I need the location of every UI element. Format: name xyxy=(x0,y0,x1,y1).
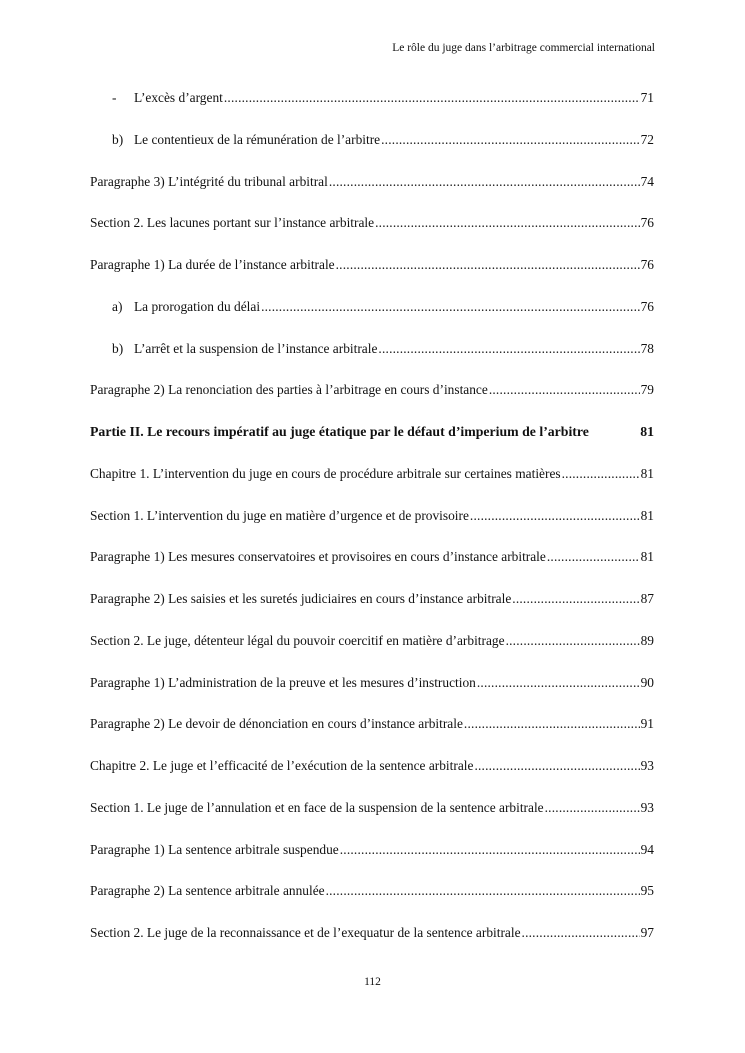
toc-entry-title: Paragraphe 1) La sentence arbitrale suspendue xyxy=(90,841,339,857)
toc-entry[interactable] xyxy=(90,462,654,504)
toc-entry-page: 93 xyxy=(640,799,654,815)
toc-entry[interactable] xyxy=(90,754,654,796)
toc-entry-page: 94 xyxy=(640,841,654,857)
toc-entry-page: 97 xyxy=(640,925,654,940)
toc-entry-title: Paragraphe 2) La renonciation des parties à l’arbitrage en cours d’instance xyxy=(90,382,488,398)
toc-entry[interactable] xyxy=(90,879,654,921)
toc-entry-page: 93 xyxy=(640,758,654,773)
toc-entry-title: Section 1. L’intervention du juge en matière d’urgence et de provisoire xyxy=(90,507,469,523)
toc-entry-page: 81 xyxy=(640,424,654,439)
dot-leader xyxy=(340,838,640,862)
dot-leader xyxy=(326,879,640,903)
dot-leader xyxy=(470,504,640,528)
toc-entry[interactable] xyxy=(90,378,654,420)
dot-leader xyxy=(261,295,640,319)
toc-entry-title: Paragraphe 1) Les mesures conservatoires et provisoires en cours d’instance arbitrale xyxy=(90,549,546,565)
table-of-contents xyxy=(90,86,654,963)
toc-entry[interactable] xyxy=(90,671,654,713)
dot-leader xyxy=(336,253,640,277)
toc-entry-page: 81 xyxy=(640,465,654,481)
toc-entry[interactable] xyxy=(90,170,654,212)
dot-leader xyxy=(378,337,639,361)
toc-entry[interactable] xyxy=(90,796,654,838)
toc-entry[interactable] xyxy=(90,629,654,671)
toc-entry-page: 71 xyxy=(640,90,654,105)
toc-entry-title: Chapitre 2. Le juge et l’efficacité de l’exécution de la sentence arbitrale xyxy=(90,758,474,773)
toc-entry-part[interactable] xyxy=(90,420,654,462)
toc-entry[interactable] xyxy=(90,504,654,546)
dot-leader xyxy=(375,211,640,235)
toc-entry-page: 81 xyxy=(640,549,654,565)
toc-entry[interactable] xyxy=(90,921,654,963)
dot-leader xyxy=(464,712,640,736)
dot-leader xyxy=(224,86,640,110)
toc-entry-marker: - xyxy=(112,90,117,105)
toc-entry-page: 91 xyxy=(640,716,654,732)
toc-entry-page: 95 xyxy=(640,883,654,899)
toc-entry[interactable] xyxy=(90,86,654,128)
dot-leader xyxy=(381,128,639,152)
toc-entry-page: 79 xyxy=(640,382,654,398)
dot-leader xyxy=(522,921,640,945)
toc-entry-marker: b) xyxy=(112,340,124,356)
toc-entry-title: La prorogation du délai xyxy=(134,298,261,314)
toc-entry[interactable] xyxy=(90,545,654,587)
toc-entry[interactable] xyxy=(90,211,654,253)
toc-entry-title: Section 1. Le juge de l’annulation et en face de la suspension de la sentence arbitrale xyxy=(90,799,544,815)
toc-entry-title: Paragraphe 2) Les saisies et les suretés judiciaires en cours d’instance arbitrale xyxy=(90,591,512,606)
toc-entry-title: Section 2. Le juge de la reconnaissance et de l’exequatur de la sentence arbitrale xyxy=(90,925,521,940)
toc-entry-title: Section 2. Les lacunes portant sur l’instance arbitrale xyxy=(90,215,375,231)
running-header: Le rôle du juge dans l’arbitrage commercial international xyxy=(392,42,655,54)
toc-entry[interactable] xyxy=(90,712,654,754)
toc-entry[interactable] xyxy=(90,587,654,629)
dot-leader xyxy=(329,170,640,194)
toc-entry[interactable] xyxy=(90,337,654,379)
toc-entry[interactable] xyxy=(90,128,654,170)
toc-entry-page: 76 xyxy=(640,298,654,314)
toc-entry[interactable] xyxy=(90,838,654,880)
toc-entry[interactable] xyxy=(90,295,654,337)
toc-entry-page: 89 xyxy=(640,632,654,648)
toc-entry-title: L’excès d’argent xyxy=(134,90,223,105)
toc-entry-page: 90 xyxy=(640,674,654,690)
toc-entry-title: L’arrêt et la suspension de l’instance arbitrale xyxy=(134,340,378,356)
toc-entry-page: 78 xyxy=(640,340,654,356)
toc-entry-title: Paragraphe 1) La durée de l’instance arbitrale xyxy=(90,257,335,272)
toc-entry-page: 76 xyxy=(640,257,654,272)
toc-entry-title: Section 2. Le juge, détenteur légal du pouvoir coercitif en matière d’arbitrage xyxy=(90,632,505,648)
dot-leader xyxy=(512,587,639,611)
toc-entry-page: 72 xyxy=(640,131,654,147)
toc-entry-page: 76 xyxy=(640,215,654,231)
toc-entry-marker: a) xyxy=(112,298,123,314)
dot-leader xyxy=(489,378,640,402)
toc-entry-title: Paragraphe 3) L’intégrité du tribunal arbitral xyxy=(90,173,328,189)
dot-leader xyxy=(562,462,640,486)
toc-entry-title: Paragraphe 2) Le devoir de dénonciation en cours d’instance arbitrale xyxy=(90,716,463,732)
toc-entry-page: 81 xyxy=(640,507,654,523)
toc-entry-title: Chapitre 1. L’intervention du juge en cours de procédure arbitrale sur certaines matières xyxy=(90,465,561,481)
page-number: 112 xyxy=(364,976,381,988)
dot-leader xyxy=(545,796,640,820)
dot-leader xyxy=(547,545,640,569)
dot-leader xyxy=(474,754,639,778)
toc-entry-page: 74 xyxy=(640,173,654,189)
toc-entry[interactable] xyxy=(90,253,654,295)
dot-leader xyxy=(477,671,640,695)
toc-entry-title: Paragraphe 1) L’administration de la preuve et les mesures d’instruction xyxy=(90,674,476,690)
dot-leader xyxy=(506,629,640,653)
toc-entry-marker: b) xyxy=(112,131,124,147)
toc-entry-page: 87 xyxy=(640,591,654,606)
toc-entry-title: Paragraphe 2) La sentence arbitrale annulée xyxy=(90,883,325,899)
toc-entry-title: Le contentieux de la rémunération de l’arbitre xyxy=(134,131,381,147)
toc-entry-title: Partie II. Le recours impératif au juge étatique par le défaut d’imperium de l’arbitre xyxy=(90,424,589,439)
